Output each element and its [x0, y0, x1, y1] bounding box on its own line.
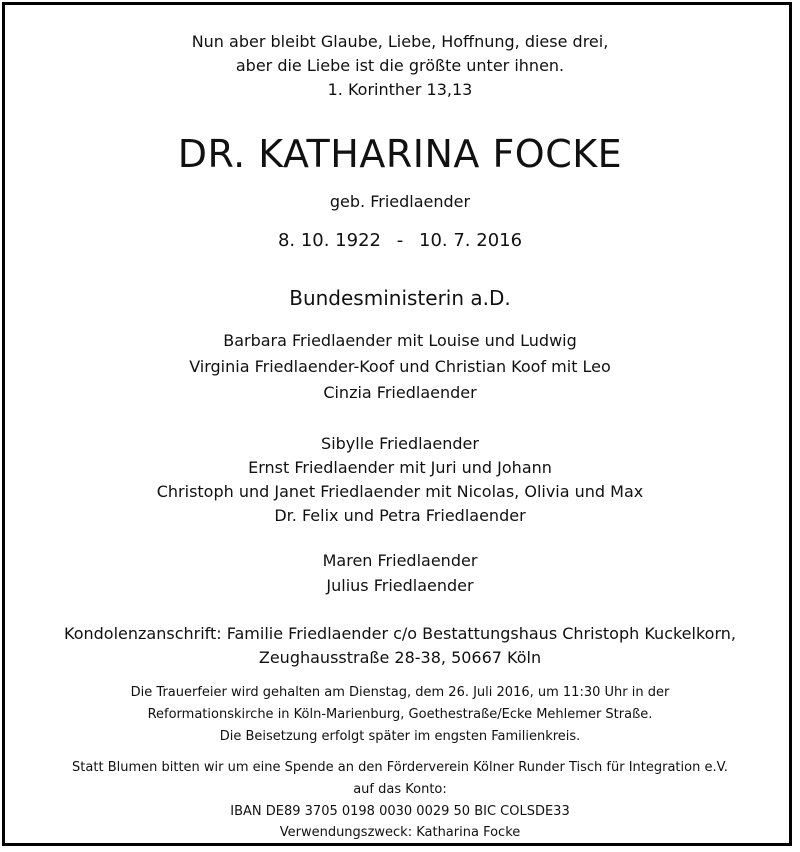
ceremony-line-3: Die Beisetzung erfolgt später im engsten Familienkreis.: [219, 729, 581, 744]
donation-bank-details: IBAN DE89 3705 0198 0030 0029 50 BIC COLSDE33: [230, 804, 570, 819]
mourner-line: Cinzia Friedlaender: [323, 383, 477, 402]
mourner-line: Sibylle Friedlaender: [321, 434, 479, 453]
mourner-line: Barbara Friedlaender mit Louise und Ludwig: [223, 331, 577, 350]
mourner-line: Maren Friedlaender: [322, 551, 478, 570]
death-date: 10. 7. 2016: [419, 230, 523, 251]
birth-name: geb. Friedlaender: [329, 192, 471, 211]
condolence-address-line-2: Zeughausstraße 28-38, 50667 Köln: [258, 648, 542, 667]
mourner-line: Virginia Friedlaender-Koof und Christian Koof mit Leo: [189, 357, 611, 376]
mourner-line: Julius Friedlaender: [326, 576, 474, 595]
mourner-line: Christoph und Janet Friedlaender mit Nicolas, Olivia und Max: [156, 482, 644, 501]
deceased-name: DR. KATHARINA FOCKE: [177, 132, 623, 176]
deceased-title: Bundesministerin a.D.: [289, 286, 511, 310]
verse-line-1: Nun aber bleibt Glaube, Liebe, Hoffnung, diese drei,: [191, 32, 609, 51]
verse-line-2: aber die Liebe ist die größte unter ihnen.: [235, 56, 565, 75]
donation-line-2: auf das Konto:: [353, 782, 447, 797]
donation-reference: Verwendungszweck: Katharina Focke: [279, 825, 521, 840]
condolence-address-line-1: Kondolenzanschrift: Familie Friedlaender c/o Bestattungshaus Christoph Kuckelkorn,: [64, 624, 736, 643]
ceremony-line-2: Reformationskirche in Köln-Marienburg, Goethestraße/Ecke Mehlemer Straße.: [147, 707, 653, 722]
life-dates: [10, 230, 790, 251]
verse-reference: 1. Korinther 13,13: [327, 80, 473, 99]
donation-line-1: Statt Blumen bitten wir um eine Spende an den Förderverein Kölner Runder Tisch für Integration e.V.: [72, 760, 728, 775]
ceremony-line-1: Die Trauerfeier wird gehalten am Dienstag, dem 26. Juli 2016, um 11:30 Uhr in der: [130, 685, 670, 700]
mourner-line: Ernst Friedlaender mit Juri und Johann: [248, 458, 552, 477]
mourner-line: Dr. Felix und Petra Friedlaender: [274, 506, 526, 525]
birth-date: 8. 10. 1922: [277, 230, 381, 251]
date-separator: -: [396, 230, 404, 251]
